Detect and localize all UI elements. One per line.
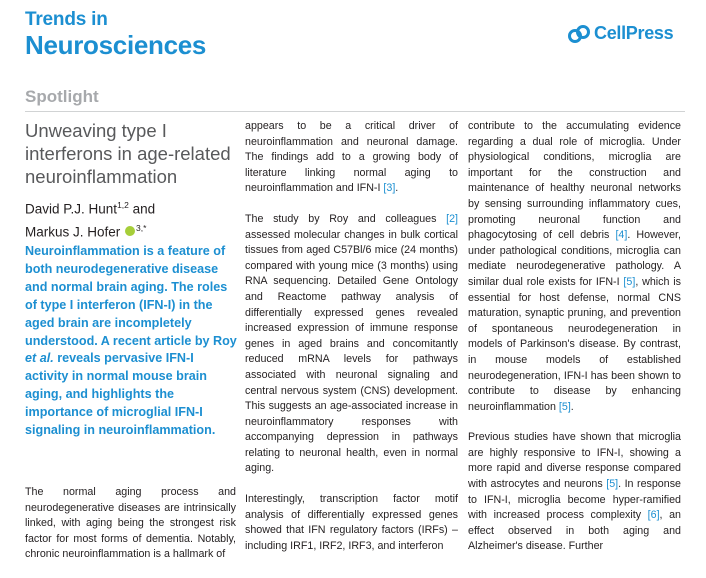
col2-p1-end: .	[395, 182, 399, 195]
author-1: David P.J. Hunt	[25, 201, 118, 217]
col3-p2-text-a: Previous studies have shown that microglia are highly responsive to IFN-I, showing a more rapid and diverse response compared with astrocytes and neurons	[468, 431, 681, 491]
publisher-name: CellPress	[594, 23, 674, 43]
col3-p1-text-c: , which is essential for host defense, normal CNS maturation, synaptic pruning, and prevention of spontaneous neurodegeneration in models of Parkinson's disease. By contrast, in mouse models of established neurodegeneration, IFN-I has been shown to contribute to disease by enhancing neuroinflammation	[468, 275, 681, 413]
reference-link[interactable]: [5]	[558, 400, 571, 413]
reference-link[interactable]: [5]	[623, 275, 636, 288]
reference-link[interactable]: [3]	[383, 182, 396, 195]
author-2-affiliation: 3,*	[136, 222, 147, 233]
col2-paragraph-1	[245, 119, 458, 197]
author-join: and	[132, 201, 156, 217]
body-column-1	[25, 485, 236, 578]
reference-link[interactable]: [4]	[615, 229, 628, 242]
section-label: Spotlight	[25, 87, 99, 106]
cellpress-logo-icon	[568, 24, 590, 44]
header-divider	[25, 111, 685, 112]
col2-p2-text: The study by Roy and colleagues	[245, 212, 447, 225]
col3-p2-text-c: , an effect observed in both aging and Alzheimer's disease. Further	[468, 509, 682, 553]
col3-paragraph-1	[468, 119, 681, 415]
publisher-logo	[568, 23, 673, 44]
author-list	[25, 196, 235, 241]
article-title: Unweaving type I interferons in age-related neuroinflammation	[25, 120, 231, 187]
body-column-3	[468, 119, 681, 570]
abstract	[25, 243, 237, 440]
col3-paragraph-2	[468, 430, 681, 555]
author-1-affiliation: 1,2	[117, 200, 129, 210]
col3-p1-text-b: . However, under pathological conditions, microglia can mediate neurodegenerative pathology. A similar dual role exists for IFN-I	[468, 229, 681, 288]
col2-p2-rest: assessed molecular changes in bulk cortical tissues from aged C57Bl/6 mice (24 months) compared with young mice (3 months) using RNA sequencing. Detailed Gene Ontology and Reactome pathway analysis of differentially expressed genes revealed increased expression of immune response genes in aged brains and concomitantly reduced mRNA levels for pathways associated with neuronal signaling and central nervous system (CNS) development. This suggests an age-associated increase in neuroinflammatory responses with accompanying depression in pathways relating to neuronal health, even in normal aging.	[245, 228, 458, 475]
col3-p2-text-b: . In response to IFN-I, microglia become hyper-ramified with increased process complexity	[468, 478, 681, 522]
journal-name-line2: Neurosciences	[25, 30, 207, 60]
orcid-icon[interactable]	[125, 226, 135, 236]
abstract-etal: et al.	[25, 351, 54, 366]
journal-name-line1: Trends in	[25, 9, 108, 30]
reference-link[interactable]: [6]	[647, 509, 660, 522]
abstract-text-2: reveals pervasive IFN-I activity in normal mouse brain aging, and highlights the importance of microglial IFN-I signaling in neuroinflammation.	[25, 351, 216, 438]
col2-p1-text: appears to be a critical driver of neuroinflammation and neuronal damage. The findings add to a growing body of literature linking normal aging to neuroinflammation and IFN-I	[245, 120, 458, 195]
author-2: Markus J. Hofer	[25, 224, 121, 239]
reference-link[interactable]: [5]	[606, 478, 619, 491]
reference-link[interactable]: [2]	[446, 212, 458, 225]
col3-p1-text-a: contribute to the accumulating evidence regarding a dual role of microglia. Under physiological conditions, microglia are important for the construction and maintenance of healthy neuronal networks by sensing surrounding inflammatory cues, promoting neuronal function and phagocytosing of cell debris	[468, 120, 681, 242]
body-column-2	[245, 119, 458, 569]
col2-paragraph-3: Interestingly, transcription factor motif analysis of differentially expressed genes showed that IFN regulatory factors (IRFs) – including IRF1, IRF2, IRF3, and interferon	[245, 493, 458, 552]
col3-p1-end: .	[570, 400, 574, 413]
col2-paragraph-2	[245, 212, 458, 477]
abstract-text-1: Neuroinflammation is a feature of both neurodegenerative disease and normal brain aging. The roles of type I interferon (IFN-I) in the aged brain are incompletely understood. A recent article by Roy	[25, 244, 237, 348]
col1-paragraph-1: The normal aging process and neurodegenerative diseases are intrinsically linked, with aging being the strongest risk factor for most forms of dementia. Notably, chronic neuroinflammation is a hallmark of	[25, 486, 236, 561]
